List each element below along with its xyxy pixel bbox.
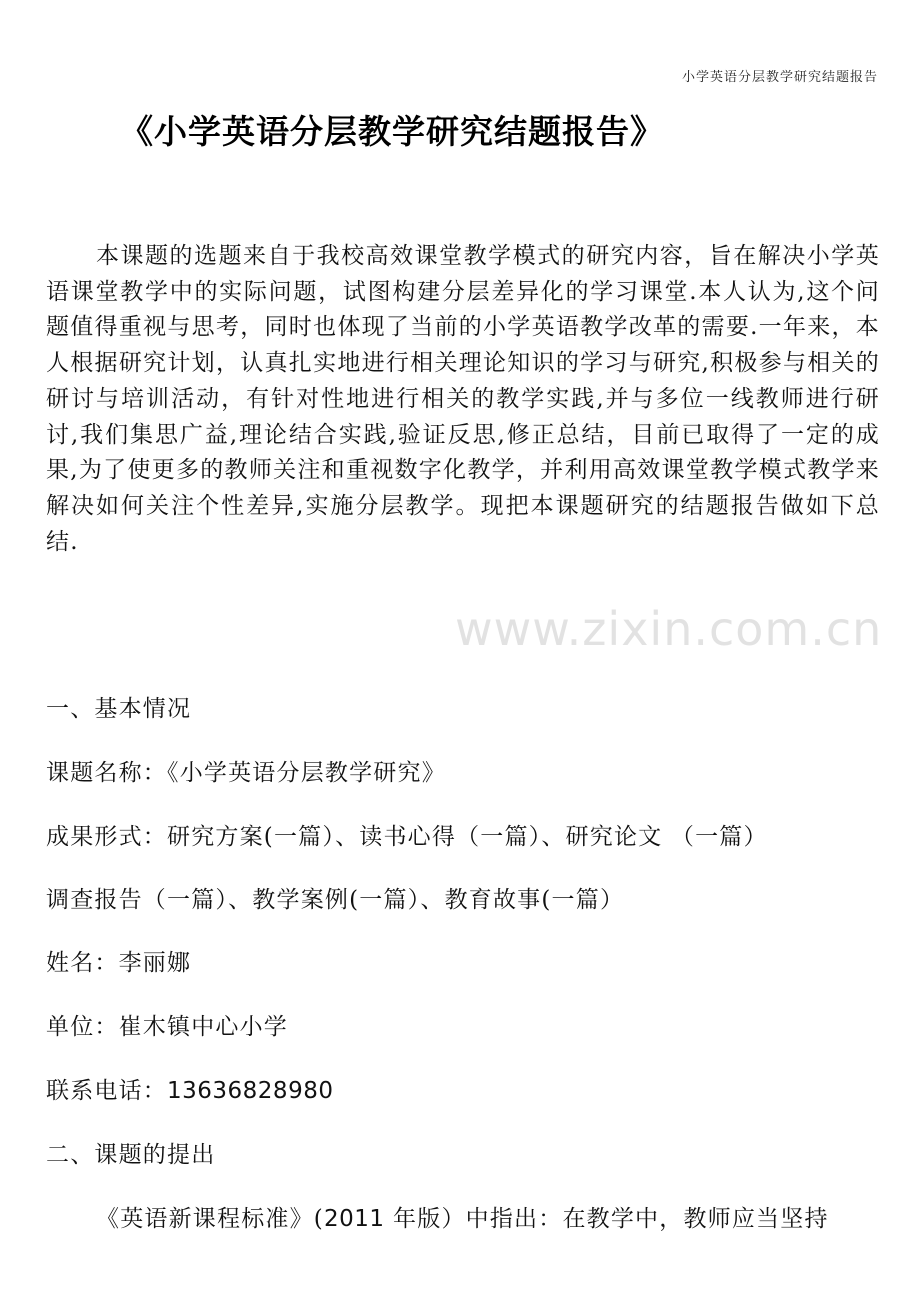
topic-line bbox=[46, 754, 880, 787]
results-line bbox=[46, 818, 880, 851]
phone-label: 联系电话： bbox=[46, 1078, 167, 1104]
topic-label: 课题名称： bbox=[46, 760, 167, 786]
intro-paragraph: 本课题的选题来自于我校高效课堂教学模式的研究内容，旨在解决小学英语课堂教学中的实际问题，试图构建分层差异化的学习课堂.本人认为,这个问题值得重视与思考，同时也体现了当前的小学英语教学改革的需要.一年来，本人根据研究计划，认真扎实地进行相关理论知识的学习与研究,积极参与相关的研讨与培训活动，有针对性地进行相关的教学实践,并与多位一线教师进行研讨,我们集思广益,理论结合实践,验证反思,修正总结，目前已取得了一定的成果,为了使更多的教师关注和重视数字化教学，并利用高效课堂教学模式教学来解决如何关注个性差异,实施分层教学。现把本课题研究的结题报告做如下总结. bbox=[46, 243, 880, 555]
unit-value: 崔木镇中心小学 bbox=[118, 1014, 289, 1040]
running-header: 小学英语分层教学研究结题报告 bbox=[681, 70, 878, 85]
phone-line bbox=[46, 1072, 880, 1105]
document-title: 《小学英语分层教学研究结题报告》 bbox=[120, 112, 664, 151]
phone-value: 13636828980 bbox=[167, 1078, 334, 1104]
watermark: www.zixin.com.cn bbox=[455, 602, 883, 656]
unit-label: 单位： bbox=[46, 1014, 119, 1040]
name-label: 姓名： bbox=[46, 950, 119, 976]
name-line bbox=[46, 944, 880, 977]
section-heading-basic-info: 一、基本情况 bbox=[46, 696, 192, 722]
unit-line bbox=[46, 1008, 880, 1041]
standard-year: 2011 bbox=[323, 1206, 385, 1232]
standard-text-a: 《英语新课程标准》( bbox=[96, 1206, 324, 1232]
results-value-line1: 研究方案(一篇）、读书心得（一篇）、研究论文 （一篇） bbox=[167, 824, 768, 850]
section-heading-topic-origin: 二、课题的提出 bbox=[46, 1142, 216, 1168]
results-value-line2: 调查报告（一篇）、教学案例(一篇）、教育故事(一篇） bbox=[46, 887, 625, 913]
topic-value: 《小学英语分层教学研究》 bbox=[167, 760, 446, 786]
standard-text-b: 年版）中指出：在教学中，教师应当坚持 bbox=[384, 1206, 829, 1232]
name-value: 李丽娜 bbox=[118, 950, 192, 976]
results-label: 成果形式： bbox=[46, 824, 167, 850]
standard-paragraph-start bbox=[96, 1200, 920, 1233]
